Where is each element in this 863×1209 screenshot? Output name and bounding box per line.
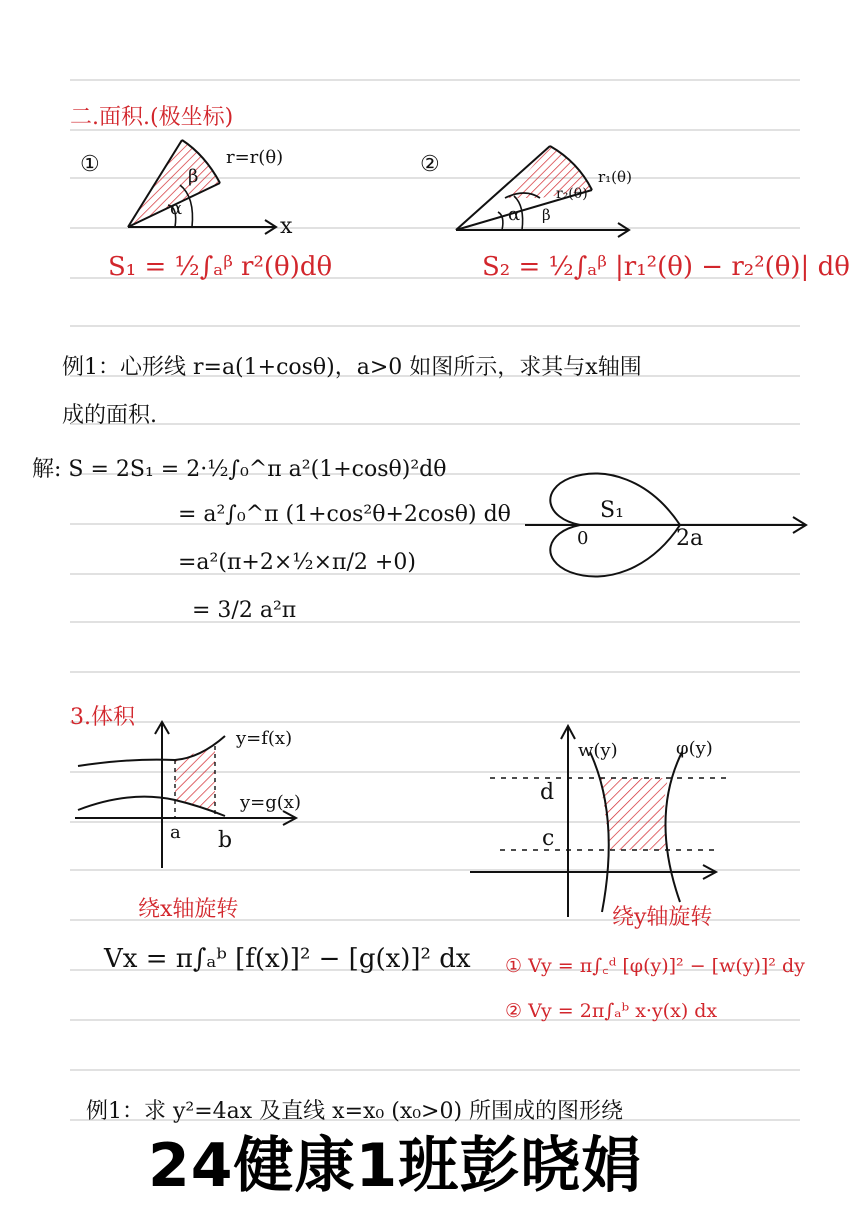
case2-number: ② — [420, 152, 440, 177]
label-f: y=f(x) — [236, 728, 293, 749]
solution-line1: 解: S = 2S₁ = 2·½∫₀^π a²(1+cosθ)²dθ — [32, 457, 447, 482]
case1-formula: S₁ = ½∫ₐᵝ r²(θ)dθ — [108, 252, 333, 282]
caption-rotate-y: 绕y轴旋转 — [612, 905, 713, 930]
formula-vy2: ② Vy = 2π∫ₐᵇ x·y(x) dx — [505, 1000, 718, 1022]
example1-line2: 成的面积. — [62, 403, 157, 428]
curve-phi — [665, 752, 682, 902]
author-caption: 24健康1班彭晓娟 — [148, 1131, 643, 1201]
label-c: c — [542, 826, 555, 851]
label-b: b — [218, 828, 233, 853]
cardioid-region-label: S₁ — [600, 498, 624, 523]
volume-y-shaded-region — [600, 778, 668, 850]
case2-polar-diagram — [450, 138, 650, 248]
curve-w — [590, 752, 609, 912]
cardioid-2a-label: 2a — [676, 526, 704, 551]
case2-alpha: α — [508, 204, 521, 225]
formula-vx: Vx = π∫ₐᵇ [f(x)]² − [g(x)]² dx — [104, 944, 471, 974]
case2-formula: S₂ = ½∫ₐᵝ |r₁²(θ) − r₂²(θ)| dθ — [482, 252, 850, 282]
caption-rotate-x: 绕x轴旋转 — [138, 897, 239, 922]
label-w: w(y) — [578, 740, 618, 761]
case1-axis-label: x — [280, 214, 293, 239]
example1-line1: 例1：心形线 r=a(1+cosθ)，a>0 如图所示，求其与x轴围 — [62, 355, 642, 380]
case1-curve-label: r=r(θ) — [226, 147, 284, 168]
cardioid-origin-label: 0 — [577, 528, 589, 549]
case1-number: ① — [80, 152, 100, 177]
example2-line: 例1：求 y²=4ax 及直线 x=x₀ (x₀>0) 所围成的图形绕 — [86, 1099, 624, 1124]
label-phi: φ(y) — [676, 738, 713, 759]
label-d: d — [540, 780, 555, 805]
case1-beta: β — [188, 166, 199, 187]
solution-line2: = a²∫₀^π (1+cos²θ+2cosθ) dθ — [178, 502, 511, 527]
label-g: y=g(x) — [240, 792, 301, 813]
case2-curve1-label: r₁(θ) — [598, 168, 632, 186]
solution-line3: =a²(π+2×½×π/2 +0) — [178, 550, 416, 575]
formula-vy1: ① Vy = π∫꜀ᵈ [φ(y)]² − [w(y)]² dy — [505, 955, 805, 977]
solution-line4: = 3/2 a²π — [192, 598, 297, 623]
cardioid-graph — [520, 460, 820, 595]
case1-alpha: α — [170, 198, 183, 219]
section3-heading: 3.体积 — [70, 705, 135, 730]
label-a: a — [170, 822, 181, 843]
case2-curve2-label: r₂(θ) — [556, 186, 588, 202]
section2-heading: 二.面积.(极坐标) — [70, 105, 234, 130]
case2-beta: β — [542, 206, 551, 224]
